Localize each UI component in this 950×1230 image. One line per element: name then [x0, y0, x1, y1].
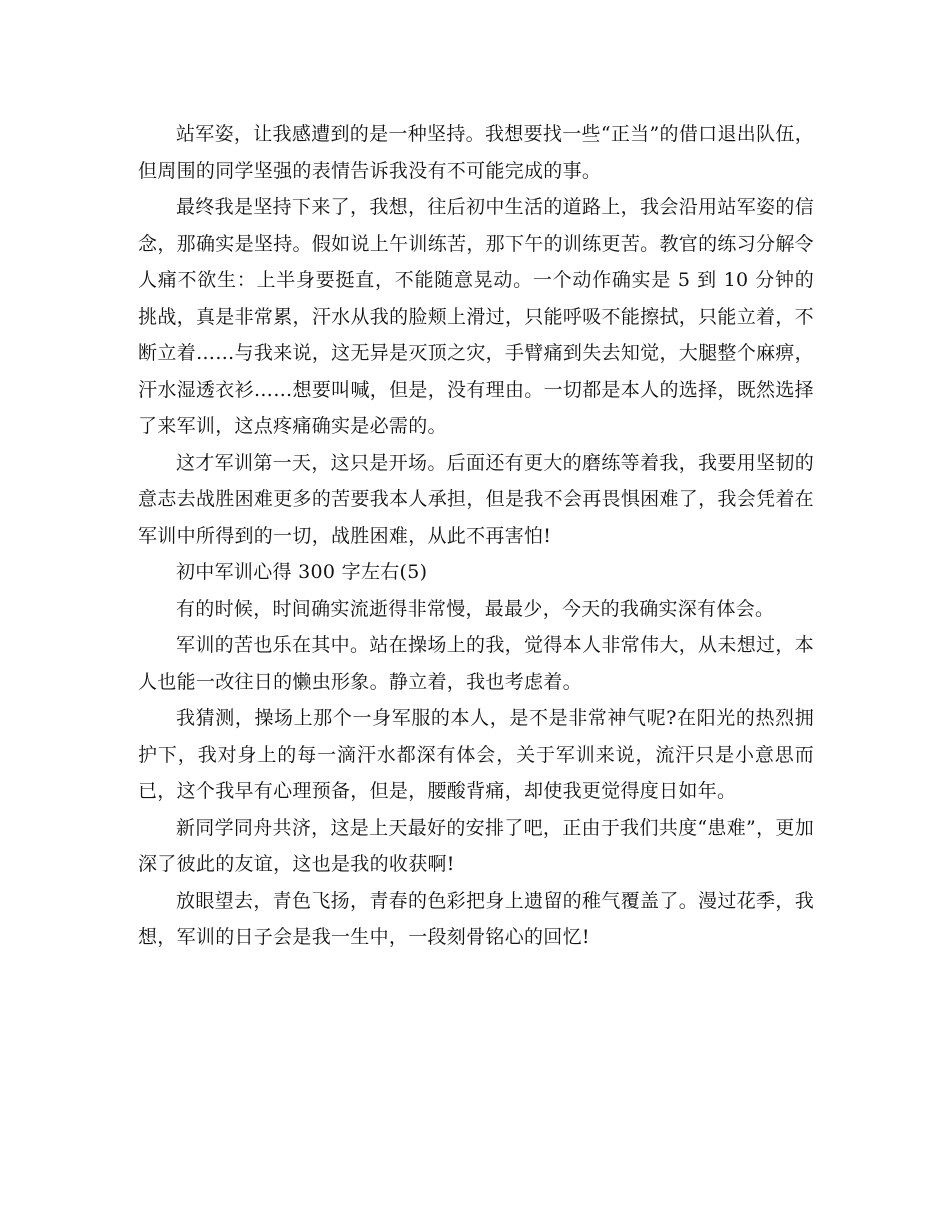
section-heading: 初中军训心得 300 字左右(5) [176, 561, 428, 583]
paragraph-3: 这才军训第一天，这只是开场。后面还有更大的磨练等着我，我要用坚韧的意志去战胜困难更多的苦要我本人承担，但是我不会再畏惧困难了，我会凭着在军训中所得到的一切，战胜困难，从此不再害怕! [138, 451, 814, 547]
document-body [138, 116, 814, 956]
paragraph-4: 有的时候，时间确实流逝得非常慢，最最少，今天的我确实深有体会。 [176, 597, 775, 620]
paragraph-6: 我猜测，操场上那个一身军服的本人，是不是非常神气呢?在阳光的热烈拥护下，我对身上的每一滴汗水都深有体会，关于军训来说，流汗只是小意思而已，这个我早有心理预备，但是，腰酸背痛，却使我更觉得度日如年。 [138, 707, 814, 802]
paragraph-2: 最终我是坚持下来了，我想，往后初中生活的道路上，我会沿用站军姿的信念，那确实是坚持。假如说上午训练苦，那下午的训练更苦。教官的练习分解令人痛不欲生：上半身要挺直，不能随意晃动。一个动作确实是 5 到 10 分钟的挑战，真是非常累，汗水从我的脸颊上滑过，只能呼吸不能擦拭，只能立着，不断立着……与我来说，这无异是灭顶之灾，手臂痛到失去知觉，大腿整个麻痹，汗水湿透衣衫……想要叫喊，但是，没有理由。一切都是本人的选择，既然选择了来军训，这点疼痛确实是必需的。 [138, 196, 814, 437]
paragraph-5: 军训的苦也乐在其中。站在操场上的我，觉得本人非常伟大，从未想过，本人也能一改往日的懒虫形象。静立着，我也考虑着。 [138, 634, 814, 693]
paragraph-8: 放眼望去，青色飞扬，青春的色彩把身上遗留的稚气覆盖了。漫过花季，我想，军训的日子会是我一生中，一段刻骨铭心的回忆! [138, 889, 814, 948]
paragraph-7: 新同学同舟共济，这是上天最好的安排了吧，正由于我们共度“患难”，更加深了彼此的友谊，这也是我的收获啊! [138, 816, 814, 875]
paragraph-1: 站军姿，让我感遭到的是一种坚持。我想要找一些“正当”的借口退出队伍，但周围的同学坚强的表情告诉我没有不可能完成的事。 [138, 123, 814, 182]
